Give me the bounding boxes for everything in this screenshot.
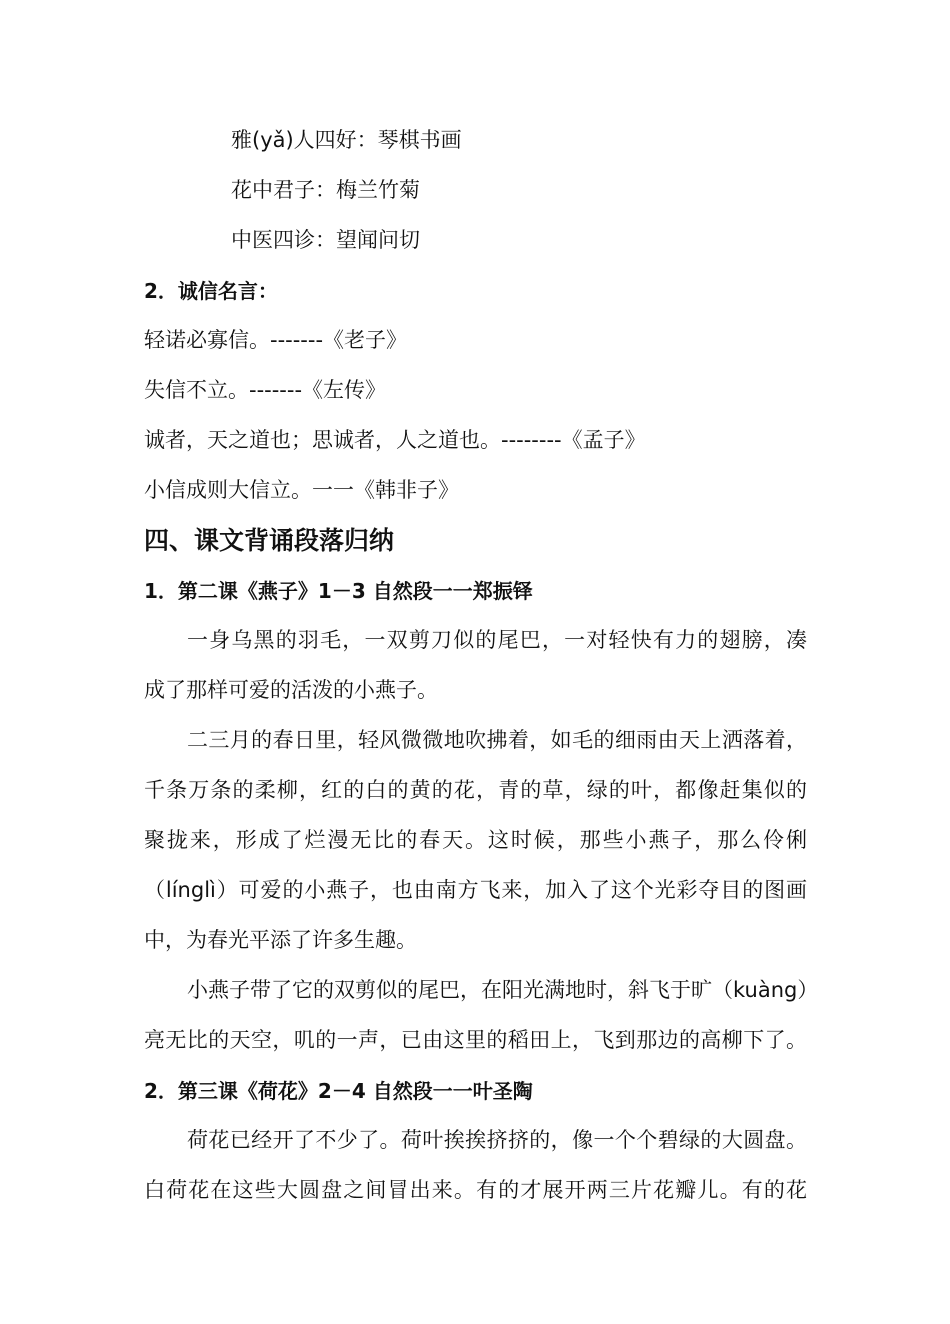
text-line: （línglì）可爱的小燕子，也由南方飞来，加入了这个光彩夺目的图画: [144, 878, 807, 902]
text-line: 荷花已经开了不少了。荷叶挨挨挤挤的，像一个个碧绿的大圆盘。: [187, 1128, 807, 1152]
quote-line: 小信成则大信立。一一《韩非子》: [144, 478, 459, 502]
idiom-line: 花中君子：梅兰竹菊: [231, 178, 420, 202]
idiom-line: 中医四诊：望闻问切: [231, 228, 420, 252]
text-line: 中，为春光平添了许多生趣。: [144, 928, 417, 952]
text-line: 成了那样可爱的活泼的小燕子。: [144, 678, 438, 702]
quote-line: 失信不立。-------《左传》: [144, 378, 387, 402]
lesson-heading-swallow: 1．第二课《燕子》1－3 自然段一一郑振铎: [144, 579, 533, 603]
text-line: 白荷花在这些大圆盘之间冒出来。有的才展开两三片花瓣儿。有的花: [144, 1178, 807, 1202]
text-line: 亮无比的天空，叽的一声，已由这里的稻田上，飞到那边的高柳下了。: [144, 1028, 807, 1052]
section-heading-honesty-quotes: 2．诚信名言：: [144, 279, 278, 303]
text-line: 千条万条的柔柳，红的白的黄的花，青的草，绿的叶，都像赶集似的: [144, 778, 807, 802]
text-line: 聚拢来，形成了烂漫无比的春天。这时候，那些小燕子，那么伶俐: [144, 828, 807, 852]
quote-line: 诚者，天之道也；思诚者，人之道也。--------《孟子》: [144, 428, 646, 452]
text-line: 一身乌黑的羽毛，一双剪刀似的尾巴，一对轻快有力的翅膀，凑: [187, 628, 807, 652]
lesson-heading-lotus: 2．第三课《荷花》2－4 自然段一一叶圣陶: [144, 1079, 533, 1103]
text-line: 小燕子带了它的双剪似的尾巴，在阳光满地时，斜飞于旷（kuàng）: [187, 978, 819, 1002]
main-heading: 四、课文背诵段落归纳: [144, 526, 395, 555]
idiom-line: 雅(yǎ)人四好：琴棋书画: [231, 128, 462, 152]
text-line: 二三月的春日里，轻风微微地吹拂着，如毛的细雨由天上洒落着，: [187, 728, 807, 752]
quote-line: 轻诺必寡信。-------《老子》: [144, 328, 408, 352]
